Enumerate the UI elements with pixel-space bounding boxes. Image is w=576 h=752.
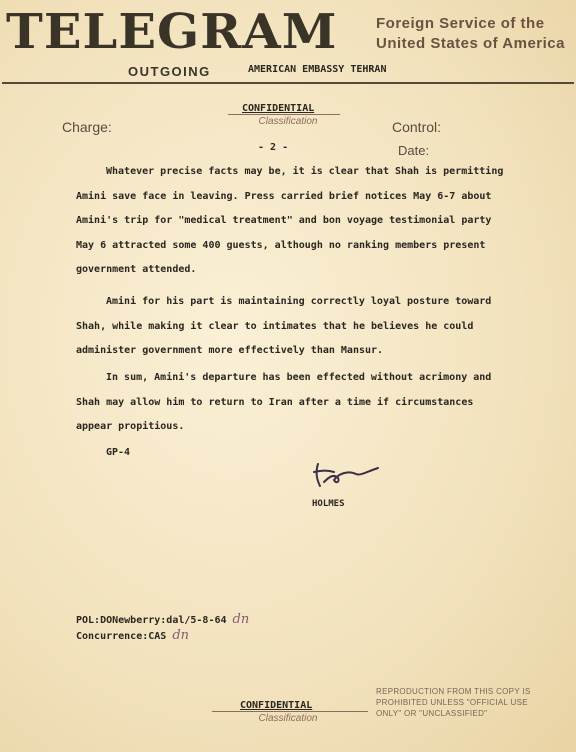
concurrence-initials: dn (172, 628, 190, 643)
body-line: Amini's trip for "medical treatment" and bon voyage testimonial party (76, 215, 492, 226)
concurrence-line (76, 628, 249, 644)
handwritten-signature (308, 456, 388, 500)
agency-line-1: Foreign Service of the (376, 15, 545, 32)
body-paragraph-1 (76, 160, 536, 283)
body-paragraph-2 (76, 290, 536, 364)
body-line: appear propitious. (76, 421, 185, 432)
charge-label: Charge: (62, 119, 112, 135)
signer-name: HOLMES (312, 499, 345, 509)
body-line: May 6 attracted some 400 guests, although no ranking members present (76, 239, 486, 251)
body-line: Shah may allow him to return to Iran after a time if circumstances (76, 396, 474, 408)
classification-level-top: CONFIDENTIAL (242, 103, 315, 114)
date-label: Date: (398, 143, 430, 158)
drafter-initials: dn (232, 612, 250, 627)
group-marking: GP-4 (106, 447, 131, 458)
control-label: Control: (392, 119, 442, 135)
direction-label: OUTGOING (128, 64, 211, 79)
classification-line-bottom (212, 711, 368, 712)
notice-line: PROHIBITED UNLESS "OFFICIAL USE (376, 698, 528, 707)
body-line: government attended. (76, 264, 197, 275)
body-line: administer government more effectively than Mansur. (76, 345, 384, 356)
body-paragraph-3 (76, 366, 536, 440)
drafter-info: POL:DONewberry:dal/5-8-64 (76, 615, 227, 626)
reproduction-notice (376, 686, 531, 719)
classification-caption-bottom: Classification (258, 713, 318, 724)
drafter-line (76, 612, 249, 628)
body-line: Amini save face in leaving. Press carried brief notices May 6-7 about (76, 190, 492, 202)
page-number: - 2 - (258, 142, 289, 153)
body-line: Amini for his part is maintaining correctly loyal posture toward (106, 296, 492, 307)
header-rule (2, 82, 574, 84)
classification-line-top (228, 114, 340, 115)
agency-name (376, 14, 565, 54)
body-line: In sum, Amini's departure has been effected without acrimony and (106, 372, 492, 383)
notice-line: REPRODUCTION FROM THIS COPY IS (376, 687, 531, 696)
notice-line: ONLY" OR "UNCLASSIFIED" (376, 709, 488, 718)
body-line: Shah, while making it clear to intimates that he believes he could (76, 320, 474, 332)
body-line: Whatever precise facts may be, it is clear that Shah is permitting (106, 166, 504, 177)
agency-line-2: United States of America (376, 35, 565, 52)
concurrence-info: Concurrence:CAS (76, 631, 167, 642)
classification-level-bottom: CONFIDENTIAL (240, 700, 313, 711)
form-title: TELEGRAM (6, 4, 338, 60)
sender-post: AMERICAN EMBASSY TEHRAN (248, 64, 387, 75)
drafting-block (76, 612, 249, 644)
classification-caption-top: Classification (258, 116, 318, 127)
